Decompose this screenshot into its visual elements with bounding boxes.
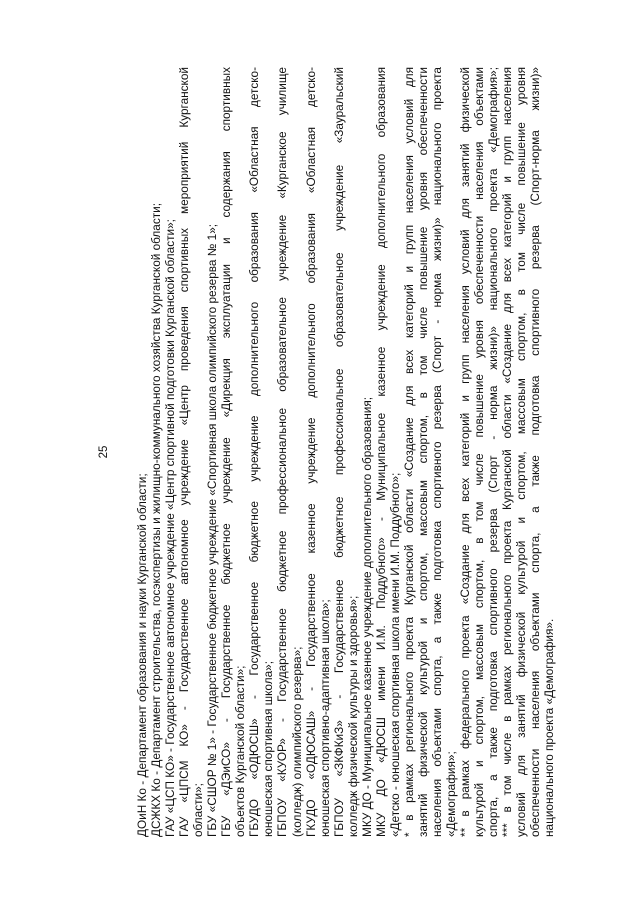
text-line: юношеская спортивно-адаптивная школа»;	[317, 599, 332, 837]
text-line: «Детско - юношеская спортивная школа имени И.М. Поддубного»;	[387, 472, 402, 837]
text-line: * в рамках регионального проекта Курганской области «Создание для всех категорий и групп населения условий для	[401, 67, 416, 837]
text-line: населения объектами спорта, а также подготовка спортивного резерва (Спорт - норма жизни)» национального проекта	[429, 67, 444, 837]
abbreviations-list	[135, 67, 556, 837]
page-number: 25	[98, 445, 110, 459]
text-line: МКУ ДО - Муниципальное казенное учреждение дополнительного образования;	[359, 396, 374, 837]
text-line: МКУ ДО «ДЮСШ имени И.М. Поддубного» - Муниципальное казенное учреждение дополнительного образования	[373, 67, 388, 837]
text-line: обеспеченности населения объектами спорта, а также подготовка спортивного резерва (Спорт-норма жизни)»	[528, 67, 543, 837]
text-line: юношеская спортивная школа»;	[261, 661, 276, 837]
text-line: ГКУДО «ОДЮСАШ» - Государственное казенное учреждение дополнительного образования «Областная детско-	[303, 67, 318, 837]
text-line: культурой и спортом, массовым спортом, в том числе повышение уровня обеспеченности населения объектами	[472, 67, 487, 837]
text-line: колледж физической культуры и здоровья»;	[345, 595, 360, 837]
text-line: ГБУ «ДЭиСО» - Государственное бюджетное учреждение «Дирекция эксплуатации и содержания спортивных	[219, 67, 234, 837]
text-line: *** в том числе в рамках регионального проекта Курганской области «Создание для всех категорий и групп населения	[500, 67, 515, 837]
text-line: ГБУДО «ОДЮСШ» - Государственное бюджетное учреждение дополнительного образования «Областная детско-	[247, 67, 262, 837]
text-line: условий для занятий физической культурой и спортом, массовым спортом, в том числе повышение уровня	[514, 67, 529, 837]
text-line: ГАУ «ЦСП КО» - Государственное автономное учреждение «Центр спортивной подготовки Курганской области»;	[163, 219, 178, 837]
text-line: занятий физической культурой и спортом, массовым спортом, в том числе повышение уровня обеспеченности	[415, 67, 430, 837]
text-line: ДСЖКХ Ко - Департамент строительства, госэкспертизы и жилищно-коммунального хозяйства Курганской области;	[149, 202, 164, 837]
text-line: ГБПОУ «ЗКФКиЗ» - Государственное бюджетное профессиональное образовательное учреждение «Зауральский	[331, 67, 346, 837]
text-line: ДОиН Ко - Департамент образования и науки Курганской области;	[135, 473, 149, 837]
text-line: ГБПОУ «КУОР» - Государственное бюджетное профессиональное образовательное учреждение «Курганское училище	[275, 67, 290, 837]
text-line: спорта, а также подготовка спортивного резерва (Спорт - норма жизни)» национального проекта «Демография»;	[486, 67, 501, 837]
text-line: области»;	[191, 783, 206, 837]
text-line: ** в рамках федерального проекта «Создание для всех категорий и групп населения условий для занятий физической	[458, 67, 473, 837]
text-line: ГБУ «СШОР № 1» - Государственное бюджетное учреждение «Спортивная школа олимпийского резерва № 1»;	[205, 223, 220, 837]
text-line: ГАУ «ЦПСМ КО» - Государственное автономное учреждение «Центр проведения спортивных мероприятий Курганской	[177, 67, 192, 837]
text-line: объектов Курганской области»;	[233, 665, 248, 837]
rotated-page-content	[97, 67, 597, 837]
text-line: «Демография»;	[444, 751, 459, 837]
text-line: национального проекта «Демография».	[542, 618, 557, 837]
text-line: (колледж) олимпийского резерва»;	[289, 646, 304, 837]
